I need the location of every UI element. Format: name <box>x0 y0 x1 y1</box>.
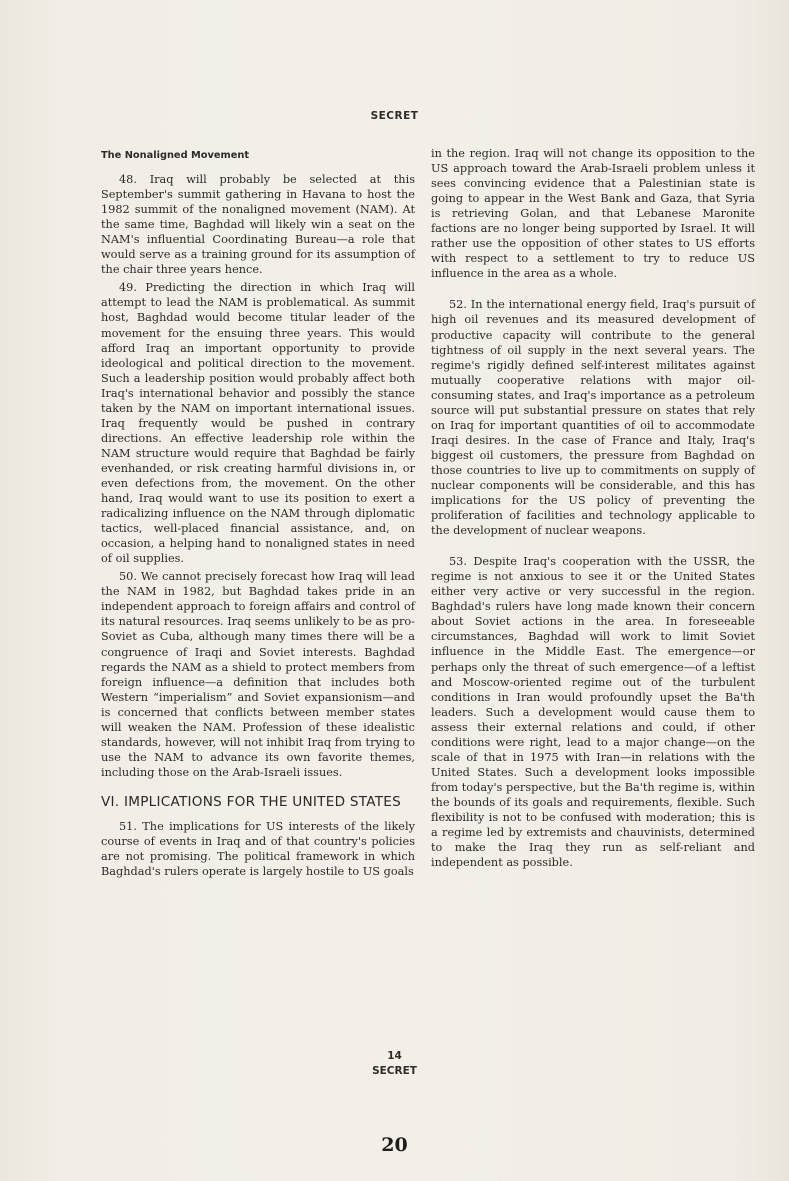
paragraph-50: 50. We cannot precisely forecast how Iraq will lead the NAM in 1982, but Baghdad takes pride in an independent approach to foreign affairs and control of its natural resources. Iraq seems unlikely to be as pro-Soviet as Cuba, although many times there will be a congruence of Iraqi and Soviet interests. Baghdad regards the NAM as a shield to protect members from foreign influence—a definition that includes both Western “imperialism” and Soviet expansionism—and is concerned that conflicts between member states will weaken the NAM. Profession of these idealistic standards, however, will not inhibit Iraq from trying to use the NAM to advance its own favorite themes, including those on the Arab-Israeli issues. <box>101 570 415 779</box>
right-column <box>431 146 755 870</box>
section-heading: The Nonaligned Movement <box>101 150 250 161</box>
paragraph-51-continued: in the region. Iraq will not change its opposition to the US approach toward the Arab-Israeli problem unless it sees convincing evidence that a Palestinian state is going to appear in the West Bank and Gaza, that Syria is retrieving Golan, and that Lebanese Maronite factions are no longer being supported by Israel. It will rather use the opposition of other states to US efforts with respect to a settlement to try to reduce US influence in the area as a whole. <box>431 147 755 281</box>
paragraph-51: 51. The implications for US interests of the likely course of events in Iraq and of that country's policies are not promising. The political framework in which Baghdad's rulers operate is largely hostile to US goals <box>101 819 415 879</box>
left-column <box>101 146 415 879</box>
paragraph-48: 48. Iraq will probably be selected at this September's summit gathering in Havana to host the 1982 summit of the nonaligned movement (NAM). At the same time, Baghdad will likely win a seat on the NAM's influential Coordinating Bureau—a role that would serve as a training ground for its assumption of the chair three years hence. <box>101 173 415 277</box>
paragraph-52: 52. In the international energy field, Iraq's pursuit of high oil revenues and its measured development of productive capacity will contribute to the general tightness of oil supply in the next several years. The regime's rigidly defined self-interest militates against mutually cooperative relations with major oil-consuming states, and Iraq's importance as a petroleum source will put substantial pressure on states that rely on Iraq for important quantities of oil to accommodate Iraqi desires. In the case of France and Italy, Iraq's biggest oil customers, the pressure from Baghdad on those countries to live up to commitments on supply of nuclear components will be considerable, and this has implications for the US policy of preventing the proliferation of facilities and technology applicable to the development of nuclear weapons. <box>431 298 755 538</box>
classification-footer: SECRET <box>372 1065 417 1077</box>
part-heading: VI. IMPLICATIONS FOR THE UNITED STATES <box>101 793 402 810</box>
paragraph-53: 53. Despite Iraq's cooperation with the USSR, the regime is not anxious to see it or the United States either very active or very successful in the region. Baghdad's rulers have long made known their concern about Soviet actions in the area. In foreseeable circumstances, Baghdad will work to limit Soviet influence in the Middle East. The emergence—or perhaps only the threat of such emergence—of a leftist and Moscow-oriented regime out of the turbulent conditions in Iran would profoundly upset the Ba'th leaders. Such a development would cause them to assess their external relations and could, if other conditions were right, lead to a major change—on the scale of that in 1975 with Iran—in relations with the United States. Such a development looks impossible from today's perspective, but the Ba'th regime is, within the bounds of its goals and requirements, flexible. Such flexibility is not to be confused with moderation; this is a regime led by extremists and chauvinists, determined to make the Iraq they run as self-reliant and independent as possible. <box>431 555 755 870</box>
paragraph-49: 49. Predicting the direction in which Iraq will attempt to lead the NAM is problematical. As summit host, Baghdad would become titular leader of the movement for the ensuing three years. This would afford Iraq an important opportunity to provide ideological and political direction to the movement. Such a leadership position would probably affect both Iraq's international behavior and possibly the stance taken by the NAM on important international issues. Iraq frequently would be pushed in contrary directions. An effective leadership role within the NAM structure would require that Baghdad be fairly evenhanded, or risk creating harmful divisions in, or even defections from, the movement. On the other hand, Iraq would want to use its position to exert a radicalizing influence on the NAM through diplomatic tactics, well-placed financial assistance, and, on occasion, a helping hand to nonaligned states in need of oil supplies. <box>101 281 415 566</box>
stamped-page-number: 20 <box>381 1134 408 1156</box>
page-number: 14 <box>387 1050 402 1062</box>
classification-header: SECRET <box>370 110 419 122</box>
